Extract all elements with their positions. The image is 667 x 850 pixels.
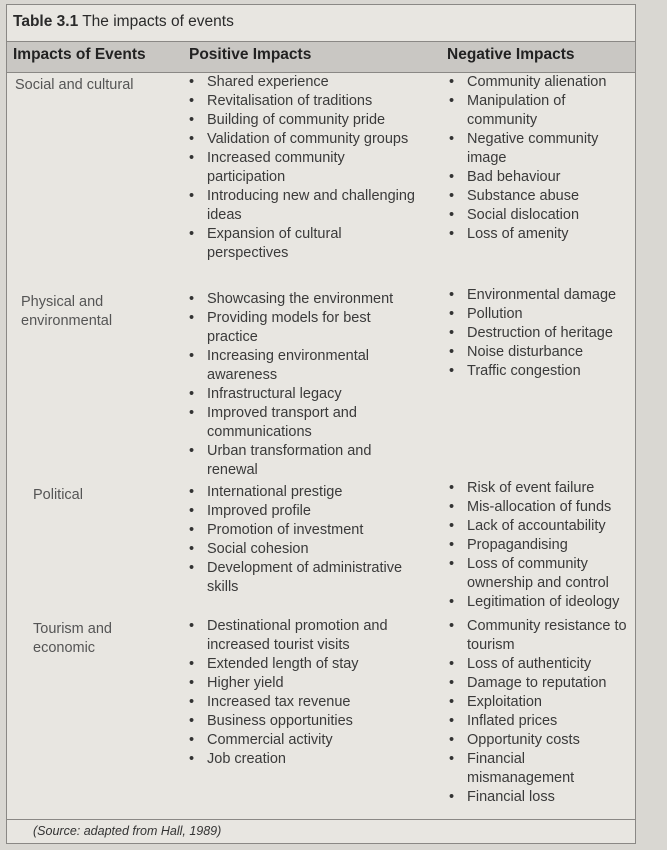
positive-list <box>185 617 415 769</box>
list-item: • Pollution <box>445 305 635 324</box>
list-item: • Shared experience <box>185 73 415 92</box>
list-item: • Opportunity costs <box>445 731 635 750</box>
row-category: Political <box>33 487 83 503</box>
list-item: • Promotion of investment <box>185 521 415 540</box>
header-negative: Negative Impacts <box>447 46 575 63</box>
list-item: • Increasing environmental awareness <box>185 347 415 385</box>
list-item: • Higher yield <box>185 674 415 693</box>
positive-list <box>185 290 415 480</box>
list-item: • International prestige <box>185 483 415 502</box>
list-item: • Bad behaviour <box>445 168 635 187</box>
list-item: • Community resistance to tourism <box>445 617 635 655</box>
list-item: • Extended length of stay <box>185 655 415 674</box>
list-item: • Loss of community ownership and control <box>445 555 635 593</box>
list-item: • Urban transformation and renewal <box>185 442 415 480</box>
list-item: • Negative community image <box>445 130 635 168</box>
list-item: • Inflated prices <box>445 712 635 731</box>
list-item: • Social dislocation <box>445 206 635 225</box>
list-item: • Legitimation of ideology <box>445 593 635 612</box>
list-item: • Social cohesion <box>185 540 415 559</box>
list-item: • Commercial activity <box>185 731 415 750</box>
table-header <box>7 41 635 73</box>
list-item: • Improved transport and communications <box>185 404 415 442</box>
row-category: Physical and environmental <box>21 294 113 329</box>
row-category: Tourism and economic <box>33 621 112 656</box>
negative-list <box>445 479 635 612</box>
list-item: • Environmental damage <box>445 286 635 305</box>
list-item: • Financial mismanagement <box>445 750 635 788</box>
list-item: • Providing models for best practice <box>185 309 415 347</box>
list-item: • Infrastructural legacy <box>185 385 415 404</box>
negative-list <box>445 286 635 381</box>
table-title: The impacts of events <box>82 13 234 30</box>
list-item: • Community alienation <box>445 73 635 92</box>
list-item: • Improved profile <box>185 502 415 521</box>
table-source <box>7 819 635 843</box>
list-item: • Financial loss <box>445 788 635 807</box>
list-item: • Noise disturbance <box>445 343 635 362</box>
list-item: • Introducing new and challenging ideas <box>185 187 415 225</box>
row-category: Social and cultural <box>15 77 134 93</box>
list-item: • Increased community participation <box>185 149 415 187</box>
table-page <box>6 4 636 844</box>
list-item: • Destruction of heritage <box>445 324 635 343</box>
header-category: Impacts of Events <box>13 46 146 63</box>
list-item: • Revitalisation of traditions <box>185 92 415 111</box>
header-positive: Positive Impacts <box>189 46 312 63</box>
table-number: Table 3.1 <box>13 13 79 30</box>
list-item: • Building of community pride <box>185 111 415 130</box>
list-item: • Loss of authenticity <box>445 655 635 674</box>
negative-list <box>445 73 635 244</box>
list-item: • Propagandising <box>445 536 635 555</box>
list-item: • Showcasing the environment <box>185 290 415 309</box>
list-item: • Destinational promotion and increased tourist visits <box>185 617 415 655</box>
source-text: (Source: adapted from Hall, 1989) <box>33 824 222 838</box>
positive-list <box>185 483 415 597</box>
list-item: • Job creation <box>185 750 415 769</box>
positive-list <box>185 73 415 263</box>
list-item: • Substance abuse <box>445 187 635 206</box>
list-item: • Damage to reputation <box>445 674 635 693</box>
negative-list <box>445 617 635 807</box>
list-item: • Validation of community groups <box>185 130 415 149</box>
table-caption <box>13 9 313 35</box>
list-item: • Loss of amenity <box>445 225 635 244</box>
list-item: • Business opportunities <box>185 712 415 731</box>
list-item: • Development of administrative skills <box>185 559 415 597</box>
list-item: • Traffic congestion <box>445 362 635 381</box>
list-item: • Risk of event failure <box>445 479 635 498</box>
list-item: • Lack of accountability <box>445 517 635 536</box>
list-item: • Manipulation of community <box>445 92 635 130</box>
list-item: • Exploitation <box>445 693 635 712</box>
list-item: • Increased tax revenue <box>185 693 415 712</box>
list-item: • Mis-allocation of funds <box>445 498 635 517</box>
list-item: • Expansion of cultural perspectives <box>185 225 415 263</box>
